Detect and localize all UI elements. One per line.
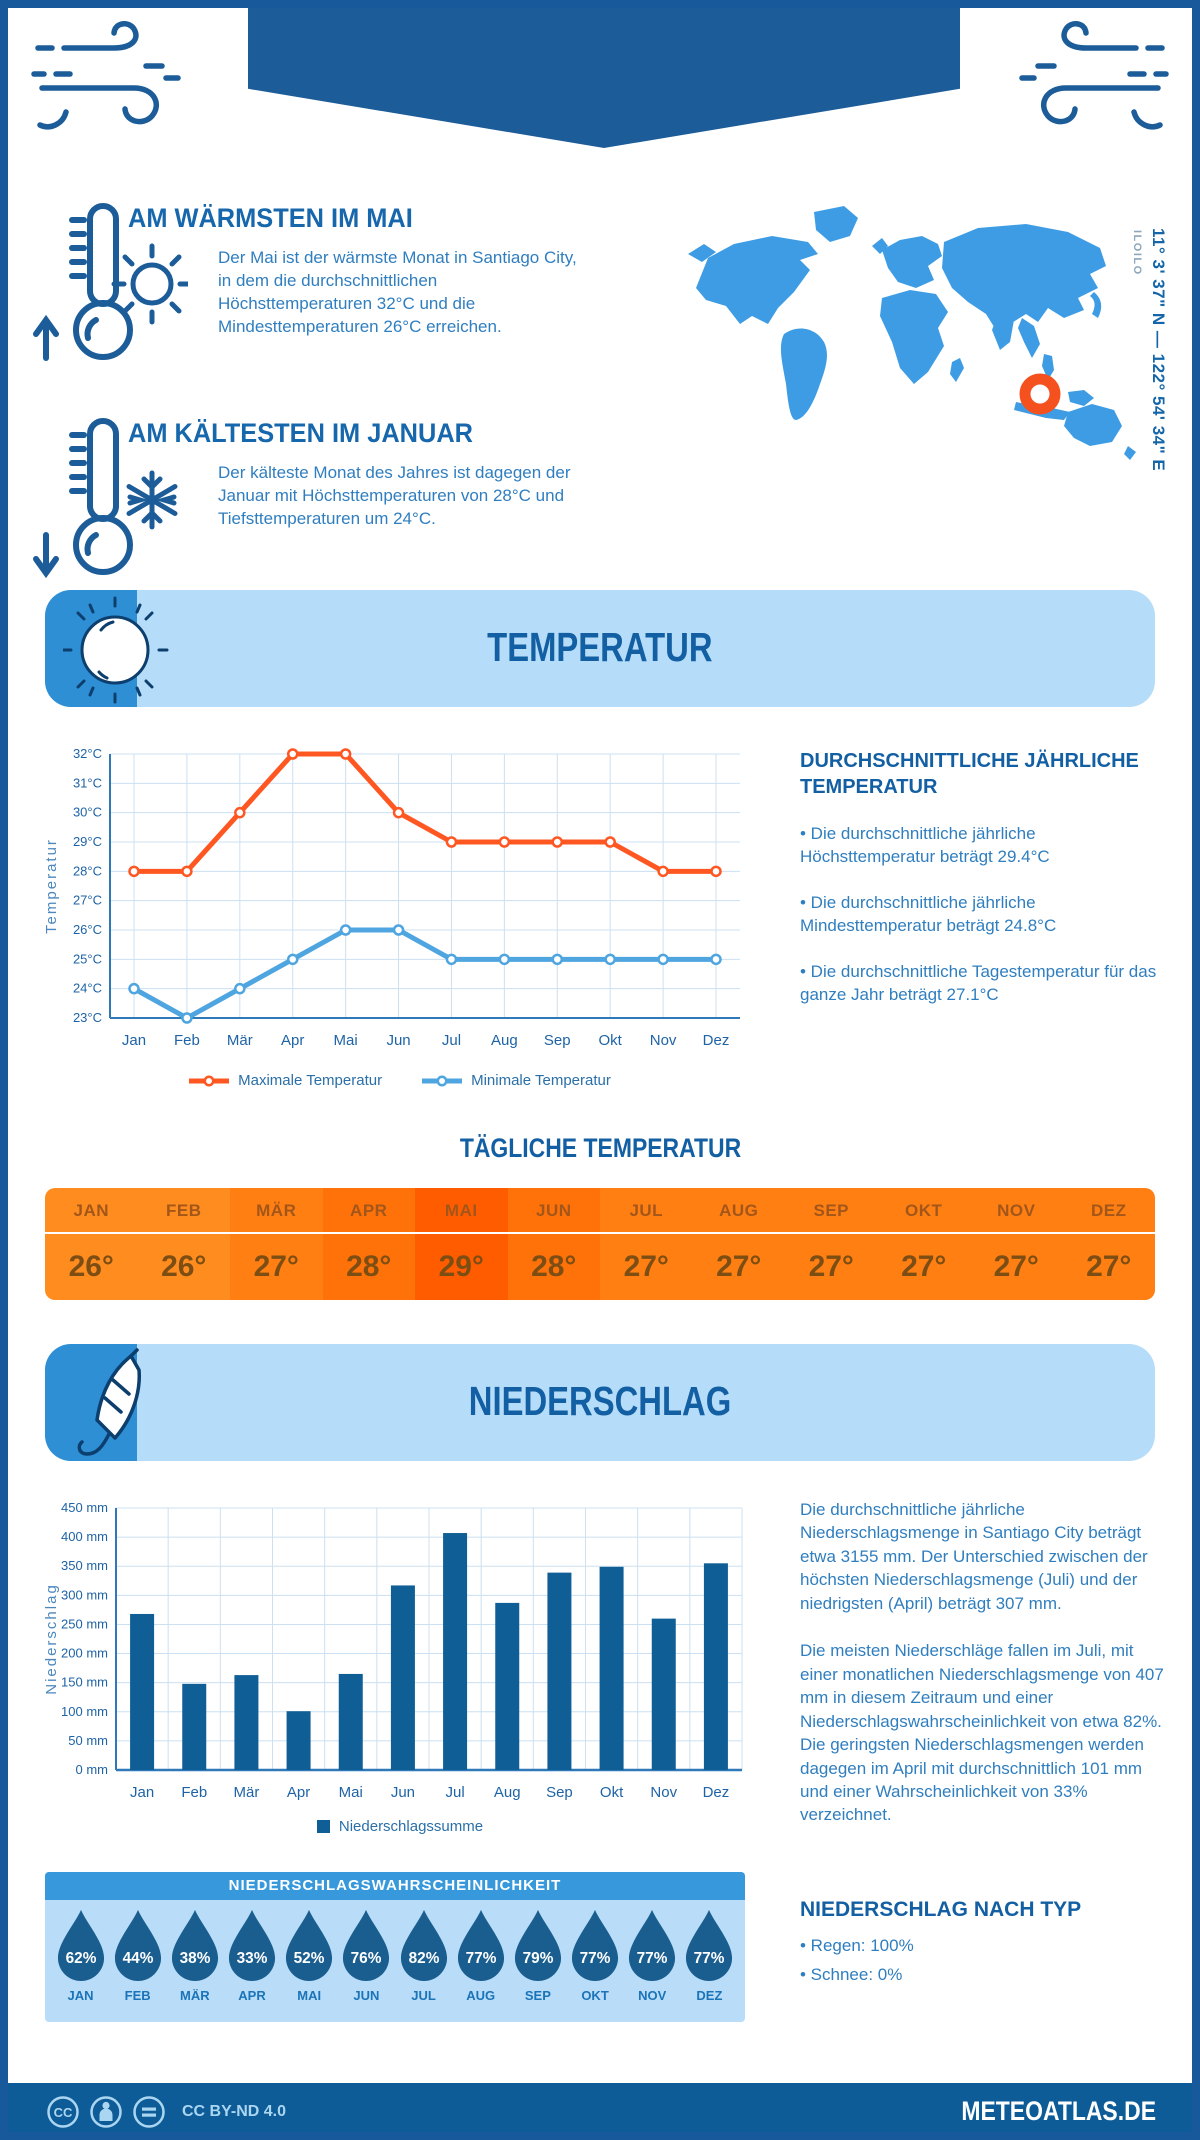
droplet-month-label: NOV [638, 1988, 667, 2003]
droplet-percent: 79% [522, 1949, 554, 1967]
series-line [134, 930, 716, 1018]
table-value: 26° [161, 1250, 207, 1283]
legend-item [317, 1818, 483, 1835]
bar-Mär [234, 1675, 258, 1770]
bar-Dez [704, 1563, 728, 1770]
daily-temperature-table [45, 1188, 1155, 1300]
svg-text:CC: CC [53, 2104, 73, 2120]
bar-Jan [130, 1614, 154, 1770]
precipitation-chart [40, 1494, 760, 1806]
x-tick-label: Jun [390, 1784, 416, 1801]
droplet-month-label: OKT [581, 1988, 609, 2003]
y-tick-label: 450 mm [61, 1500, 108, 1515]
table-month-label: NOV [970, 1188, 1063, 1234]
warm-title: AM WÄRMSTEN IM MAI [128, 203, 413, 233]
y-tick-label: 26°C [72, 922, 102, 937]
table-cell-FEB [138, 1188, 231, 1300]
precipitation-type-heading: NIEDERSCHLAG NACH TYP [800, 1898, 1082, 1921]
y-tick-label: 200 mm [61, 1645, 108, 1661]
y-tick-label: 50 mm [68, 1732, 108, 1748]
data-point [500, 838, 509, 847]
data-point [712, 955, 721, 964]
table-cell-DEZ [1063, 1188, 1156, 1300]
droplet-month-label: SEP [524, 1988, 551, 2003]
droplet-icon [513, 1908, 563, 1981]
droplet-icon [170, 1908, 220, 1981]
probability-panel [45, 1872, 745, 2022]
cold-title: AM KÄLTESTEN IM JANUAR [128, 418, 473, 448]
bar-Aug [495, 1603, 519, 1770]
probability-droplet-MAI [282, 1908, 337, 2003]
x-tick-label: Nov [650, 1784, 678, 1801]
legend-marker [189, 1075, 229, 1087]
table-month-label: JUN [508, 1188, 601, 1234]
table-month-label: JAN [45, 1188, 138, 1234]
droplet-month-label: MAI [297, 1988, 322, 2003]
x-tick-label: Aug [491, 1032, 518, 1049]
x-tick-label: Apr [286, 1784, 311, 1801]
x-tick-label: Jul [445, 1784, 465, 1801]
droplet-percent: 52% [293, 1949, 325, 1967]
probability-droplet-SEP [510, 1908, 565, 2003]
x-tick-label: Mai [338, 1784, 363, 1801]
y-tick-label: 0 mm [75, 1762, 108, 1777]
precipitation-section-banner [45, 1344, 1155, 1461]
table-value: 27° [623, 1250, 669, 1283]
y-tick-label: 27°C [72, 892, 102, 908]
data-point [235, 808, 244, 817]
droplet-icon [399, 1908, 449, 1981]
y-tick-label: 25°C [72, 951, 102, 967]
table-month-label: OKT [878, 1188, 971, 1234]
legend-item [189, 1072, 382, 1089]
droplet-icon [341, 1908, 391, 1981]
data-point [182, 1014, 191, 1023]
precipitation-chart-legend [40, 1818, 760, 1835]
data-point [712, 867, 721, 876]
warm-text: Der Mai ist der wärmste Monat in Santiago City, in dem die durchschnittlichen Höchsttemperaturen 32°C und die Mindesttemperaturen 26°C erreichen. [218, 248, 577, 336]
header-banner [248, 0, 960, 148]
table-cell-MÄR [230, 1188, 323, 1300]
cold-text: Der kälteste Monat des Jahres ist dagegen der Januar mit Höchsttemperaturen von 28°C und Tiefsttemperaturen um 24°C. [218, 463, 571, 528]
x-tick-label: Aug [493, 1784, 521, 1801]
droplet-month-label: JUL [411, 1988, 436, 2003]
table-value: 28° [346, 1250, 392, 1283]
bar-Sep [547, 1573, 571, 1770]
bar-Jun [391, 1585, 415, 1770]
droplet-icon [684, 1908, 734, 1981]
daily-temperature-title: TÄGLICHE TEMPERATUR [459, 1133, 741, 1163]
droplet-icon [627, 1908, 677, 1981]
location-marker [1025, 379, 1055, 409]
precipitation-section-title: NIEDERSCHLAG [468, 1378, 732, 1424]
y-axis-title: Temperatur [43, 838, 60, 934]
data-point [182, 867, 191, 876]
map-continents [688, 206, 1136, 460]
table-value: 27° [808, 1250, 854, 1283]
table-value: 27° [993, 1250, 1039, 1283]
legend-marker [422, 1075, 462, 1087]
cc-icons [44, 2092, 170, 2132]
table-month-label: AUG [693, 1188, 786, 1234]
wind-icon-right [1004, 18, 1174, 136]
legend-label: Niederschlagssumme [338, 1818, 484, 1835]
x-tick-label: Mär [233, 1784, 260, 1801]
y-tick-label: 400 mm [61, 1529, 108, 1545]
droplet-icon [113, 1908, 163, 1981]
probability-droplet-DEZ [682, 1908, 737, 2003]
bar-Mai [339, 1674, 363, 1770]
y-tick-label: 30°C [72, 804, 102, 820]
table-month-label: SEP [785, 1188, 878, 1234]
x-tick-label: Nov [649, 1032, 677, 1049]
table-value: 27° [253, 1250, 299, 1283]
data-point [659, 955, 668, 964]
data-point [447, 955, 456, 964]
droplet-icon [456, 1908, 506, 1981]
precipitation-text [800, 1498, 1172, 1851]
droplet-icon [227, 1908, 277, 1981]
table-cell-AUG [693, 1188, 786, 1300]
table-month-label: DEZ [1063, 1188, 1156, 1234]
table-month-label: FEB [138, 1188, 231, 1234]
table-cell-JAN [45, 1188, 138, 1300]
droplet-percent: 62% [65, 1949, 96, 1967]
precipitation-type-bullet: • Regen: 100% [800, 1936, 914, 1955]
x-tick-label: Jun [386, 1032, 411, 1049]
table-month-label: MAI [415, 1188, 508, 1234]
bar-Okt [600, 1567, 624, 1770]
data-point [130, 867, 139, 876]
region-label: ILOILO [1131, 230, 1143, 276]
droplet-percent: 77% [694, 1949, 725, 1967]
table-value: 27° [716, 1250, 762, 1283]
table-cell-APR [323, 1188, 416, 1300]
table-month-label: JUL [600, 1188, 693, 1234]
y-tick-label: 350 mm [61, 1558, 108, 1574]
table-cell-JUL [600, 1188, 693, 1300]
precipitation-type-bullet: • Schnee: 0% [800, 1964, 903, 1984]
annual-temperature-bullet: • Die durchschnittliche jährliche Mindesttemperatur beträgt 24.8°C [800, 892, 1057, 936]
table-value: 29° [438, 1250, 484, 1283]
probability-droplet-OKT [568, 1908, 623, 2003]
probability-droplets [45, 1900, 745, 2003]
y-tick-label: 29°C [72, 834, 102, 849]
y-tick-label: 32°C [72, 746, 102, 761]
table-value: 27° [901, 1250, 947, 1283]
world-map [686, 196, 1144, 468]
droplet-icon [570, 1908, 620, 1981]
data-point [288, 750, 297, 759]
table-cell-OKT [878, 1188, 971, 1300]
table-month-label: APR [323, 1188, 416, 1234]
data-point [553, 955, 562, 964]
data-point [341, 926, 350, 935]
data-point [394, 808, 403, 817]
temperature-chart [40, 742, 760, 1054]
droplet-month-label: FEB [124, 1988, 151, 2003]
droplet-month-label: DEZ [696, 1988, 723, 2003]
legend-label: Maximale Temperatur [238, 1072, 383, 1089]
droplet-icon [56, 1908, 106, 1981]
droplet-percent: 82% [408, 1949, 439, 1967]
temperature-section-title: TEMPERATUR [487, 624, 713, 670]
coordinates-label: 11° 3' 37" N — 122° 54' 34" E [1149, 228, 1168, 472]
table-cell-MAI [415, 1188, 508, 1300]
data-point [288, 955, 297, 964]
table-cell-NOV [970, 1188, 1063, 1300]
data-point [447, 838, 456, 847]
data-point [341, 750, 350, 759]
x-tick-label: Feb [173, 1032, 200, 1049]
probability-droplet-JAN [53, 1908, 108, 2003]
x-tick-label: Apr [281, 1032, 305, 1049]
x-tick-label: Dez [702, 1784, 730, 1801]
y-tick-label: 28°C [72, 863, 102, 879]
probability-droplet-JUL [396, 1908, 451, 2003]
y-tick-label: 250 mm [61, 1616, 108, 1632]
table-value: 26° [68, 1250, 114, 1283]
x-tick-label: Sep [546, 1784, 573, 1801]
legend-label: Minimale Temperatur [471, 1072, 611, 1089]
annual-temperature-heading: DURCHSCHNITTLICHE JÄHRLICHE TEMPERATUR [800, 750, 1139, 798]
droplet-percent: 44% [122, 1949, 154, 1967]
probability-droplet-FEB [110, 1908, 165, 2003]
precipitation-type-bullets [800, 1932, 1172, 1990]
precipitation-paragraph: Die meisten Niederschläge fallen im Juli, mit einer monatlichen Niederschlagsmenge von 407 mm in diesem Zeitraum und einer Niederschlagswahrscheinlichkeit von etwa 82%. Die geringsten Niederschlagsmengen werden dagegen im April mit durchschnittlich 101 mm und einer Wahrscheinlichkeit von 33% verzeichnet. [800, 1641, 1164, 1825]
droplet-percent: 38% [179, 1949, 211, 1967]
probability-droplet-APR [225, 1908, 280, 2003]
data-point [235, 984, 244, 993]
probability-droplet-AUG [453, 1908, 508, 2003]
x-tick-label: Jan [121, 1032, 147, 1049]
table-value: 28° [531, 1250, 577, 1283]
probability-title: NIEDERSCHLAGSWAHRSCHEINLICHKEIT [45, 1872, 745, 1900]
precipitation-paragraph: Die durchschnittliche jährliche Niederschlagsmenge in Santiago City beträgt etwa 3155 mm. Der Unterschied zwischen der höchsten Niederschlagsmenge (Juli) und der niedrigsten (April) beträgt 307 mm. [800, 1500, 1148, 1613]
bar-Jul [443, 1533, 467, 1770]
y-tick-label: 31°C [72, 775, 102, 791]
droplet-month-label: JAN [67, 1988, 94, 2003]
data-point [659, 867, 668, 876]
y-axis-title: Niederschlag [43, 1583, 60, 1695]
table-value: 27° [1086, 1250, 1132, 1283]
legend-marker [317, 1820, 330, 1833]
probability-droplet-MÄR [167, 1908, 222, 2003]
x-tick-label: Sep [543, 1032, 571, 1049]
droplet-percent: 33% [236, 1949, 268, 1967]
droplet-month-label: APR [238, 1988, 266, 2003]
wind-icon-left [26, 18, 196, 136]
data-point [130, 984, 139, 993]
x-tick-label: Jan [129, 1784, 155, 1801]
x-tick-label: Jul [441, 1032, 462, 1049]
data-point [606, 955, 615, 964]
x-tick-label: Feb [181, 1784, 208, 1801]
y-tick-label: 24°C [72, 980, 102, 996]
droplet-percent: 77% [636, 1949, 668, 1967]
table-month-label: MÄR [230, 1188, 323, 1234]
y-tick-label: 100 mm [61, 1703, 108, 1719]
data-point [553, 838, 562, 847]
bar-Feb [182, 1684, 206, 1770]
x-tick-label: Okt [599, 1784, 624, 1801]
bar-Apr [287, 1711, 311, 1770]
data-point [500, 955, 509, 964]
y-tick-label: 150 mm [61, 1674, 108, 1690]
temperature-section-banner [45, 590, 1155, 707]
droplet-percent: 77% [465, 1949, 497, 1967]
site-label: METEOATLAS.DE [961, 2096, 1156, 2126]
probability-droplet-NOV [625, 1908, 680, 2003]
annual-temperature-bullet: • Die durchschnittliche Tagestemperatur für das ganze Jahr beträgt 27.1°C [800, 961, 1157, 1005]
annual-temperature-bullet: • Die durchschnittliche jährliche Höchsttemperatur beträgt 29.4°C [800, 824, 1050, 867]
droplet-month-label: JUN [353, 1988, 380, 2003]
legend-item [422, 1072, 611, 1089]
x-tick-label: Mai [333, 1032, 358, 1049]
y-tick-label: 300 mm [61, 1587, 108, 1603]
license-badge [44, 2092, 286, 2132]
table-cell-SEP [785, 1188, 878, 1300]
temperature-chart-legend [40, 1072, 760, 1089]
droplet-percent: 76% [350, 1949, 382, 1967]
data-point [394, 926, 403, 935]
y-tick-label: 23°C [72, 1010, 102, 1025]
droplet-icon [284, 1908, 334, 1981]
x-tick-label: Mär [226, 1032, 253, 1049]
data-point [606, 838, 615, 847]
droplet-month-label: AUG [466, 1988, 496, 2003]
x-tick-label: Dez [702, 1032, 730, 1049]
probability-droplet-JUN [339, 1908, 394, 2003]
droplet-percent: 77% [579, 1949, 611, 1967]
annual-temperature-bullets [800, 822, 1172, 1029]
bar-Nov [652, 1619, 676, 1770]
license-label: CC BY-ND 4.0 [182, 2102, 287, 2120]
droplet-month-label: MÄR [180, 1988, 210, 2003]
footer [0, 2083, 1200, 2140]
table-cell-JUN [508, 1188, 601, 1300]
x-tick-label: Okt [598, 1032, 622, 1049]
